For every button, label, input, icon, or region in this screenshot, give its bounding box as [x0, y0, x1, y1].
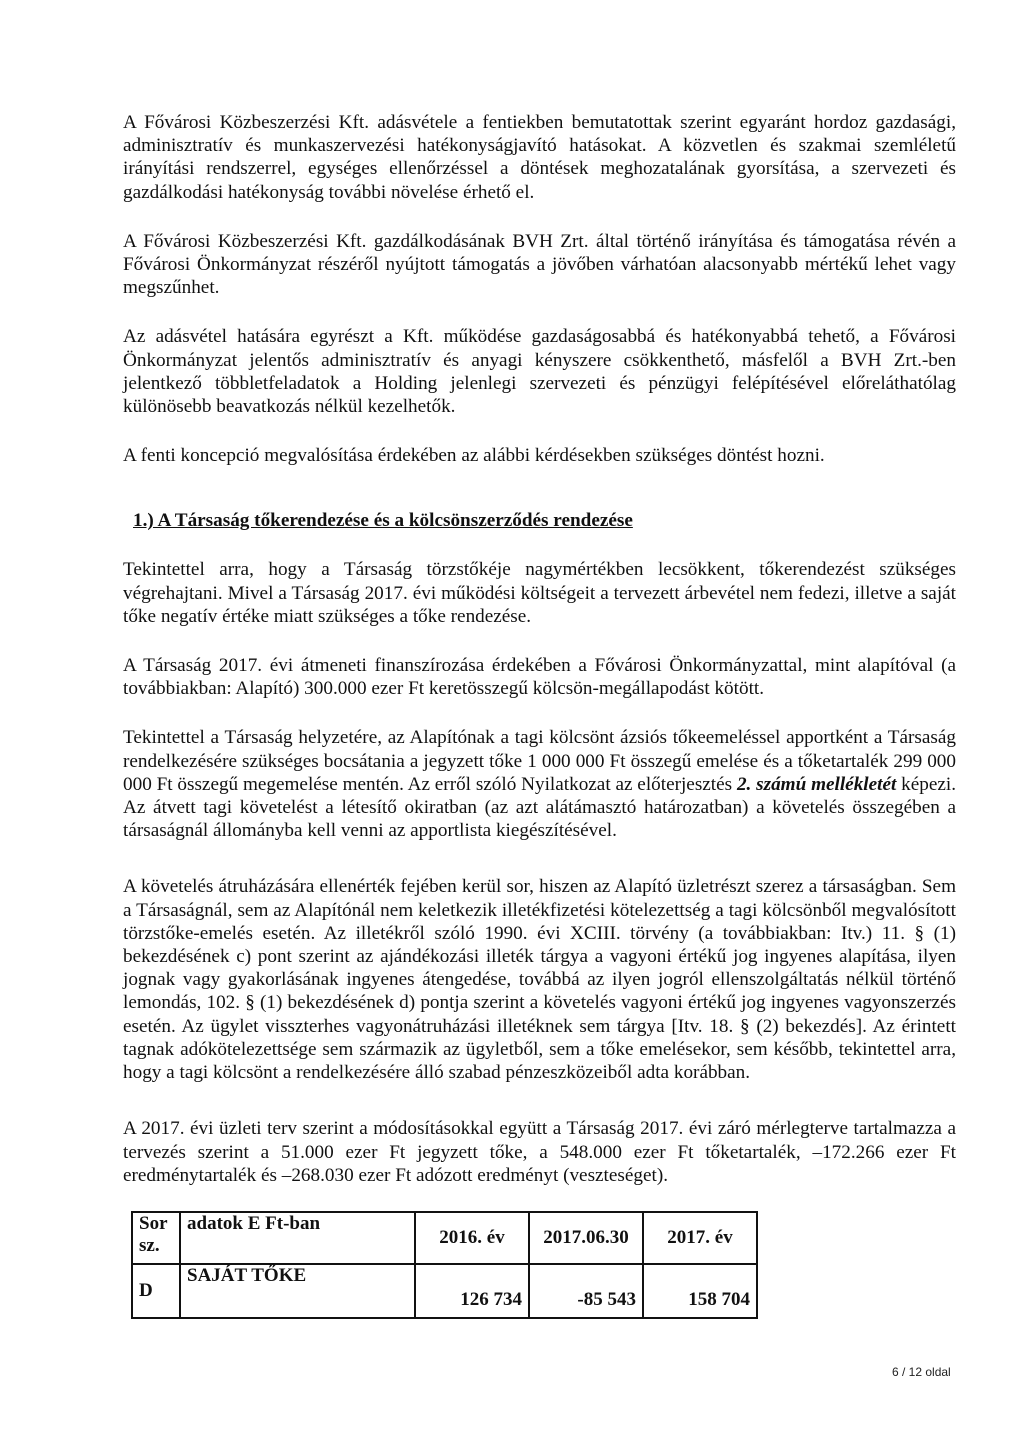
row-label: SAJÁT TŐKE — [180, 1264, 415, 1318]
equity-table — [131, 1211, 758, 1319]
paragraph-finanszirozas: A Társaság 2017. évi átmeneti finanszírozása érdekében a Fővárosi Önkormányzattal, mint alapítóval (a továbbiakban: Alapító) 300.000 ezer Ft keretösszegű kölcsön-megállapodást kötött. — [123, 655, 956, 700]
paragraph-bvh-iranyitas: A Fővárosi Közbeszerzési Kft. gazdálkodásának BVH Zrt. által történő irányítása és támogatása révén a Fővárosi Önkormányzat részéről nyújtott támogatás a jövőben várhatóan alacsonyabb mértékű lehet vagy megszűnhet. — [123, 230, 956, 299]
value-2017-06-30: -85 543 — [529, 1264, 643, 1318]
header-sor: Sor sz. — [132, 1212, 180, 1264]
attachment-reference: 2. számú mellékletét — [736, 773, 897, 795]
header-2017: 2017. év — [643, 1212, 757, 1264]
table-row — [132, 1264, 757, 1318]
paragraph-uzleti-terv: A 2017. évi üzleti terv szerint a módosításokkal együtt a Társaság 2017. évi záró mérlegterve tartalmazza a tervezés szerint a 51.000 ezer Ft jegyzett tőke, a 548.000 ezer Ft tőketartalék, –172.266 ezer Ft eredménytartalék és –268.030 ezer Ft adózott eredményt (veszteséget). — [123, 1118, 956, 1186]
row-sor: D — [132, 1264, 180, 1318]
header-2016: 2016. év — [415, 1212, 529, 1264]
table-header-row — [132, 1212, 757, 1264]
paragraph-apport-text-a: Tekintettel a Társaság helyzetére, az Alapítónak a tagi kölcsönt ázsiós tőkeemeléssel apportként a Társaság rendelkezésére szükséges bocsátania a jegyzett tőke 1 000 000 Ft összegű emelése és a tőketartalék 299 000 000 Ft összegű megemelése mentén. Az erről szóló Nyilatkozat az előterjesztés — [123, 727, 956, 795]
paragraph-koncepcio: A fenti koncepció megvalósítása érdekében az alábbi kérdésekben szükséges döntést hozni. — [123, 445, 825, 467]
value-2016: 126 734 — [415, 1264, 529, 1318]
paragraph-apport — [123, 726, 956, 842]
value-2017: 158 704 — [643, 1264, 757, 1318]
page-number: 6 / 12 oldal — [892, 1365, 951, 1379]
paragraph-apport-text-b: képezi. Az átvett tagi követelést a létesítő okiratban (az azt alátámasztó határozatban) a követelés összegében a társaságnál állományba kell venni az apportlista kiegészítésével. — [123, 773, 956, 842]
paragraph-illetek: A követelés átruházására ellenérték fejében kerül sor, hiszen az Alapító üzletrészt szerez a társaságban. Sem a Társaságnál, sem az Alapítónál nem keletkezik illetékfizetési kötelezettség a tagi kölcsönből megvalósított törzstőke-emelés esetén. Az illetékről szóló 1990. évi XCIII. törvény (a továbbiakban: Itv.) 11. § (1) bekezdésének c) pont szerint az ajándékozási illeték tárgya a vagyoni értékű jog ingyenes alapítása, ilyen jognak vagy gyakorlásának ingyenes átengedése, továbbá az ilyen jogról ellenszolgáltatás nélkül történő lemondás, 102. § (1) bekezdésének d) pontja szerint a követelés vagyoni értékű jog ingyenes vagyonszerzés esetén. Az ügylet visszterhes vagyonátruházási illetéknek sem tárgya [Itv. 18. § (2) bekezdés]. Az érintett tagnak adókötelezettsége sem származik az ügyletből, sem a tőke emelésekor, sem később, tekintettel arra, hogy a tagi kölcsönt a rendelkezésére álló szabad pénzeszközeiből adta korábban. — [123, 876, 956, 1084]
paragraph-adasvetel-hatasai: A Fővárosi Közbeszerzési Kft. adásvétele a fentiekben bemutatottak szerint egyaránt hordoz gazdasági, adminisztratív és munkaszervezési hatékonyságjavító hatásokat. A közvetlen és szakmai szemléletű irányítási rendszerrel, egységes ellenőrzéssel a döntések meghozatalának gyorsítása, a szervezeti és gazdálkodási hatékonyság további növelése érhető el. — [123, 112, 956, 203]
paragraph-adasvetel-hatasara: Az adásvétel hatására egyrészt a Kft. működése gazdaságosabbá és hatékonyabbá tehető, a Fővárosi Önkormányzat jelentős adminisztratív és anyagi kényszere csökkenthető, másfelől a BVH Zrt.-ben jelentkező többletfeladatok a Holding jelenlegi szervezeti és pénzügyi felépítésével előreláthatólag különösebb beavatkozás nélkül kezelhetők. — [123, 326, 956, 418]
header-label: adatok E Ft-ban — [180, 1212, 415, 1264]
section-heading-tokerendezes: 1.) A Társaság tőkerendezése és a kölcsönszerződés rendezése — [133, 510, 633, 532]
header-2017-06-30: 2017.06.30 — [529, 1212, 643, 1264]
paragraph-torzstoke: Tekintettel arra, hogy a Társaság törzstőkéje nagymértékben lecsökkent, tőkerendezést szükséges végrehajtani. Mivel a Társaság 2017. évi működési költségeit a tervezett árbevétel nem fedezi, illetve a saját tőke negatív értéke miatt szükséges a tőke rendezése. — [123, 559, 956, 627]
document-body — [123, 111, 956, 1187]
